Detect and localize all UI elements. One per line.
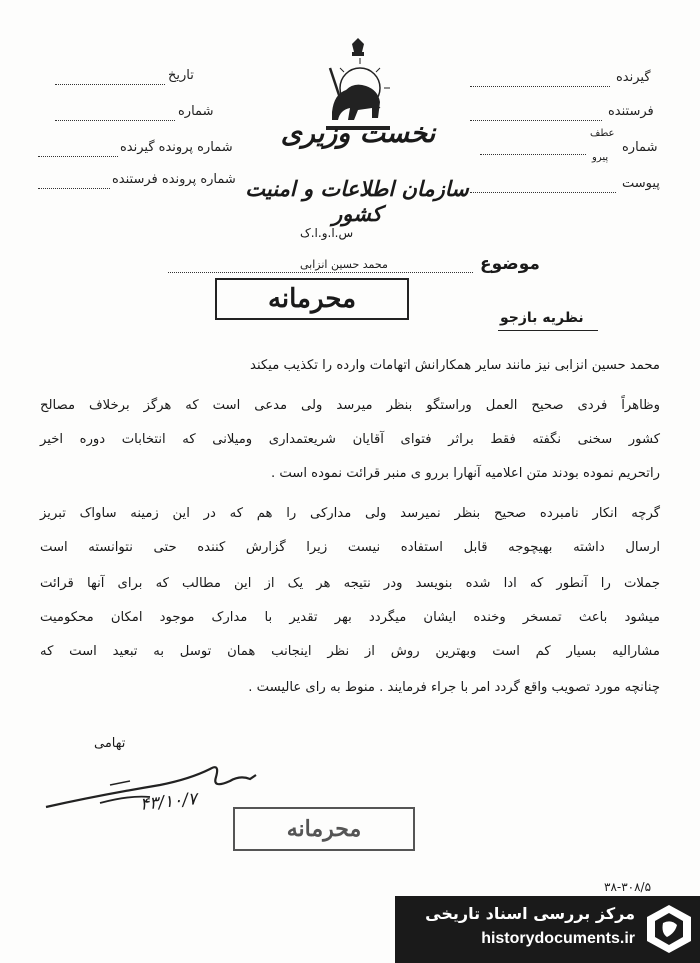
date-label: تاریخ [168, 68, 194, 83]
number-dots-right [480, 154, 586, 155]
subject-value: محمد حسین انزابی [300, 258, 388, 271]
sender-file-dots [38, 188, 110, 189]
body-line-10: چنانچه مورد تصویب واقع گردد امر با جراء فرمایند . منوط به رای عالیست . [248, 680, 660, 695]
recipient-file-label: شماره پرونده گیرنده [120, 140, 233, 155]
attachment-dots [470, 192, 616, 193]
date-dots [55, 84, 165, 85]
body-line-1: محمد حسین انزابی نیز مانند سایر همکارانش اتهامات وارده را تکذیب میکند [250, 358, 660, 373]
subject-dots [168, 272, 473, 273]
footer-website: historydocuments.ir [481, 930, 635, 947]
savak-title: سازمان اطلاعات و امنیت کشور [245, 176, 469, 226]
body-line-7: جملات را آنطور که ادا شده بنویسد ودر نتیجه هر یک از این مطالب که برای آنها قرائت [40, 576, 660, 591]
archive-logo-icon [645, 903, 693, 955]
body-line-3: کشور سخنی نگفته فقط براثر فتوای آقایان شریعتمداری ومیلانی که انتخابات دوره اخیر [40, 432, 660, 447]
footer-org-name: مرکز بررسی اسناد تاریخی [425, 904, 635, 923]
body-line-2: وظاهراً فردی صحیح العمل وراستگو بنظر میرسد ولی مدعی است که هرگز برخلاف مصالح [40, 398, 660, 413]
recipient-label: گیرنده [616, 70, 651, 85]
recipient-file-dots [38, 156, 118, 157]
atf-label: عطف [590, 128, 615, 139]
subject-label: موضوع [480, 254, 540, 274]
recipient-dots [470, 86, 610, 87]
body-line-6: ارسال داشته بهیچوجه قابل استفاده نیست زیرا گزارش کننده حتی نتوانسته است [40, 540, 660, 555]
sender-file-label: شماره پرونده فرستنده [112, 172, 236, 187]
confidential-stamp: محرمانه [215, 278, 409, 320]
interrogator-opinion-heading: نظریه بازجو [500, 310, 584, 326]
body-line-5: گرچه انکار نامبرده صحیح بنظر نمیرسد ولی مدارکی را هم که در این زمینه ساواک تبریز [40, 506, 660, 521]
heading-underline [498, 330, 598, 331]
body-line-8: میشود باعث تمسخر وخنده ایشان میگردد بهر تقدیر با مدارک موجود امکان محکومیت [40, 610, 660, 625]
body-line-4: راتحریم نموده بودند متن اعلامیه آنهارا بررو ی منبر قرائت نموده است . [270, 466, 660, 481]
number-label-left: شماره [178, 104, 214, 119]
signature-date: ۴۳/۱۰/۷ [139, 789, 198, 815]
sender-label: فرستنده [608, 104, 654, 119]
sender-dots [470, 120, 602, 121]
reference-code: س.ا.و.ا.ک [300, 226, 354, 240]
attachment-label: پیوست [622, 176, 660, 191]
archive-code: ۳۸-۳۰۸/۵ [604, 880, 652, 894]
number-dots-left [55, 120, 175, 121]
number-label-right: شماره [622, 140, 658, 155]
signatory-name: تهامی [94, 736, 126, 751]
confidential-stamp-bottom: محرمانه [233, 807, 415, 851]
pirow-label: پیرو [592, 152, 609, 163]
prime-ministry-title: نخست وزیری [280, 118, 436, 149]
body-line-9: مشارالیه بسیار کم است وبهترین روش از نظر اینجانب همان توسل به تبعید است که [40, 644, 660, 659]
